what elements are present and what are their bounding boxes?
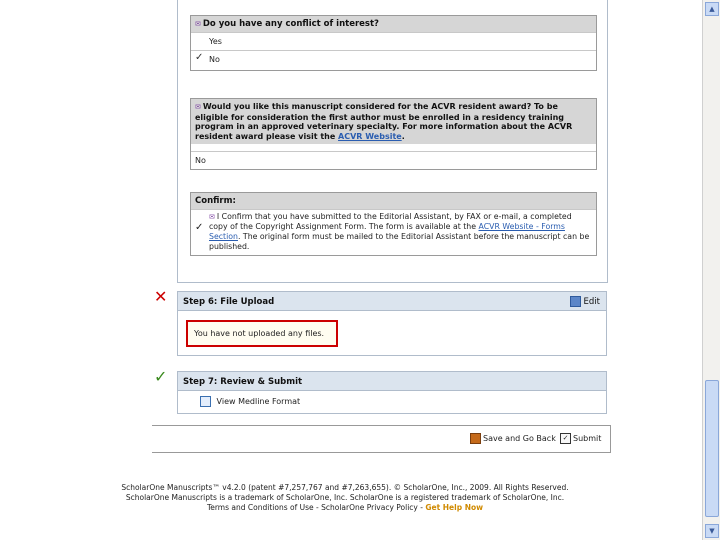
view-medline-button[interactable]: View Medline Format	[200, 396, 300, 407]
conflict-question: ✉ Do you have any conflict of interest?	[191, 16, 596, 32]
no-files-message: You have not uploaded any files.	[186, 320, 338, 347]
footer	[95, 483, 595, 513]
conflict-section	[190, 15, 597, 71]
confirm-section	[190, 192, 597, 256]
scroll-down-button[interactable]: ▼	[705, 524, 719, 538]
check-icon: ✓	[195, 222, 204, 233]
edit-icon	[570, 296, 581, 307]
terms-link[interactable]: Terms and Conditions of Use	[206, 503, 314, 512]
step6-title: Step 6: File Upload	[183, 297, 275, 307]
step7-title: Step 7: Review & Submit	[183, 377, 303, 387]
acvr-website-link[interactable]: ACVR Website	[338, 131, 402, 141]
option-label: No	[209, 55, 220, 64]
submit-check-icon: ✓	[560, 433, 571, 444]
content-frame-right	[607, 0, 608, 283]
privacy-link[interactable]: ScholarOne Privacy Policy	[321, 503, 418, 512]
required-icon: ✉	[195, 20, 201, 28]
submit-button[interactable]: ✓ Submit	[560, 433, 601, 444]
acvr-forms-link[interactable]: ACVR Website - Forms Section	[209, 222, 565, 241]
resident-award-answer: No	[191, 151, 596, 169]
step7-header	[177, 371, 607, 391]
required-icon: ✉	[209, 213, 215, 221]
step7-body	[177, 391, 607, 414]
resident-award-question: ✉ Would you like this manuscript considered for the ACVR resident award? To be eligible for consideration the first author must be enrolled in a residency training program in an approved veterinary specialty. For more information about the ACVR resident award please visit the ACVR Website.	[191, 99, 596, 144]
content-frame-left	[177, 0, 178, 283]
conflict-option-no[interactable]	[191, 50, 596, 68]
confirm-row[interactable]: ✓ ✉ I Confirm that you have submitted to the Editorial Assistant, by FAX or e-mail, a completed copy of the Copyright Assignment Form. The form is available at the ACVR Website - Forms Section. The original form must be mailed to the Editorial Assistant before the manuscript can be published.	[191, 209, 596, 254]
get-help-link[interactable]: Get Help Now	[425, 503, 484, 512]
content-frame-bottom	[177, 282, 608, 283]
scroll-thumb[interactable]	[705, 380, 719, 517]
confirm-header: Confirm:	[191, 193, 596, 209]
conflict-option-yes[interactable]	[191, 32, 596, 50]
error-x-icon: ✕	[154, 287, 168, 306]
view-icon	[200, 396, 211, 407]
check-icon: ✓	[154, 367, 168, 386]
footer-copyright: ScholarOne Manuscripts™ v4.2.0 (patent #7,257,767 and #7,263,655). © ScholarOne, Inc., 2009. All Rights Reserved.	[121, 483, 569, 492]
check-icon: ✓	[195, 52, 204, 63]
scroll-up-button[interactable]: ▲	[705, 2, 719, 16]
back-arrow-icon	[470, 433, 481, 444]
step6-header	[177, 291, 607, 311]
required-icon: ✉	[195, 103, 201, 111]
vertical-scrollbar[interactable]	[702, 0, 720, 540]
step6-body	[177, 311, 607, 356]
footer-trademark: ScholarOne Manuscripts is a trademark of ScholarOne, Inc. ScholarOne is a registered trademark of ScholarOne, Inc.	[125, 493, 565, 502]
save-go-back-button[interactable]: Save and Go Back	[470, 433, 556, 444]
edit-button[interactable]: Edit	[570, 292, 600, 312]
option-label: Yes	[209, 37, 222, 46]
footer-links: Terms and Conditions of Use - ScholarOne Privacy Policy - Get Help Now	[206, 503, 484, 512]
resident-award-section	[190, 98, 597, 170]
